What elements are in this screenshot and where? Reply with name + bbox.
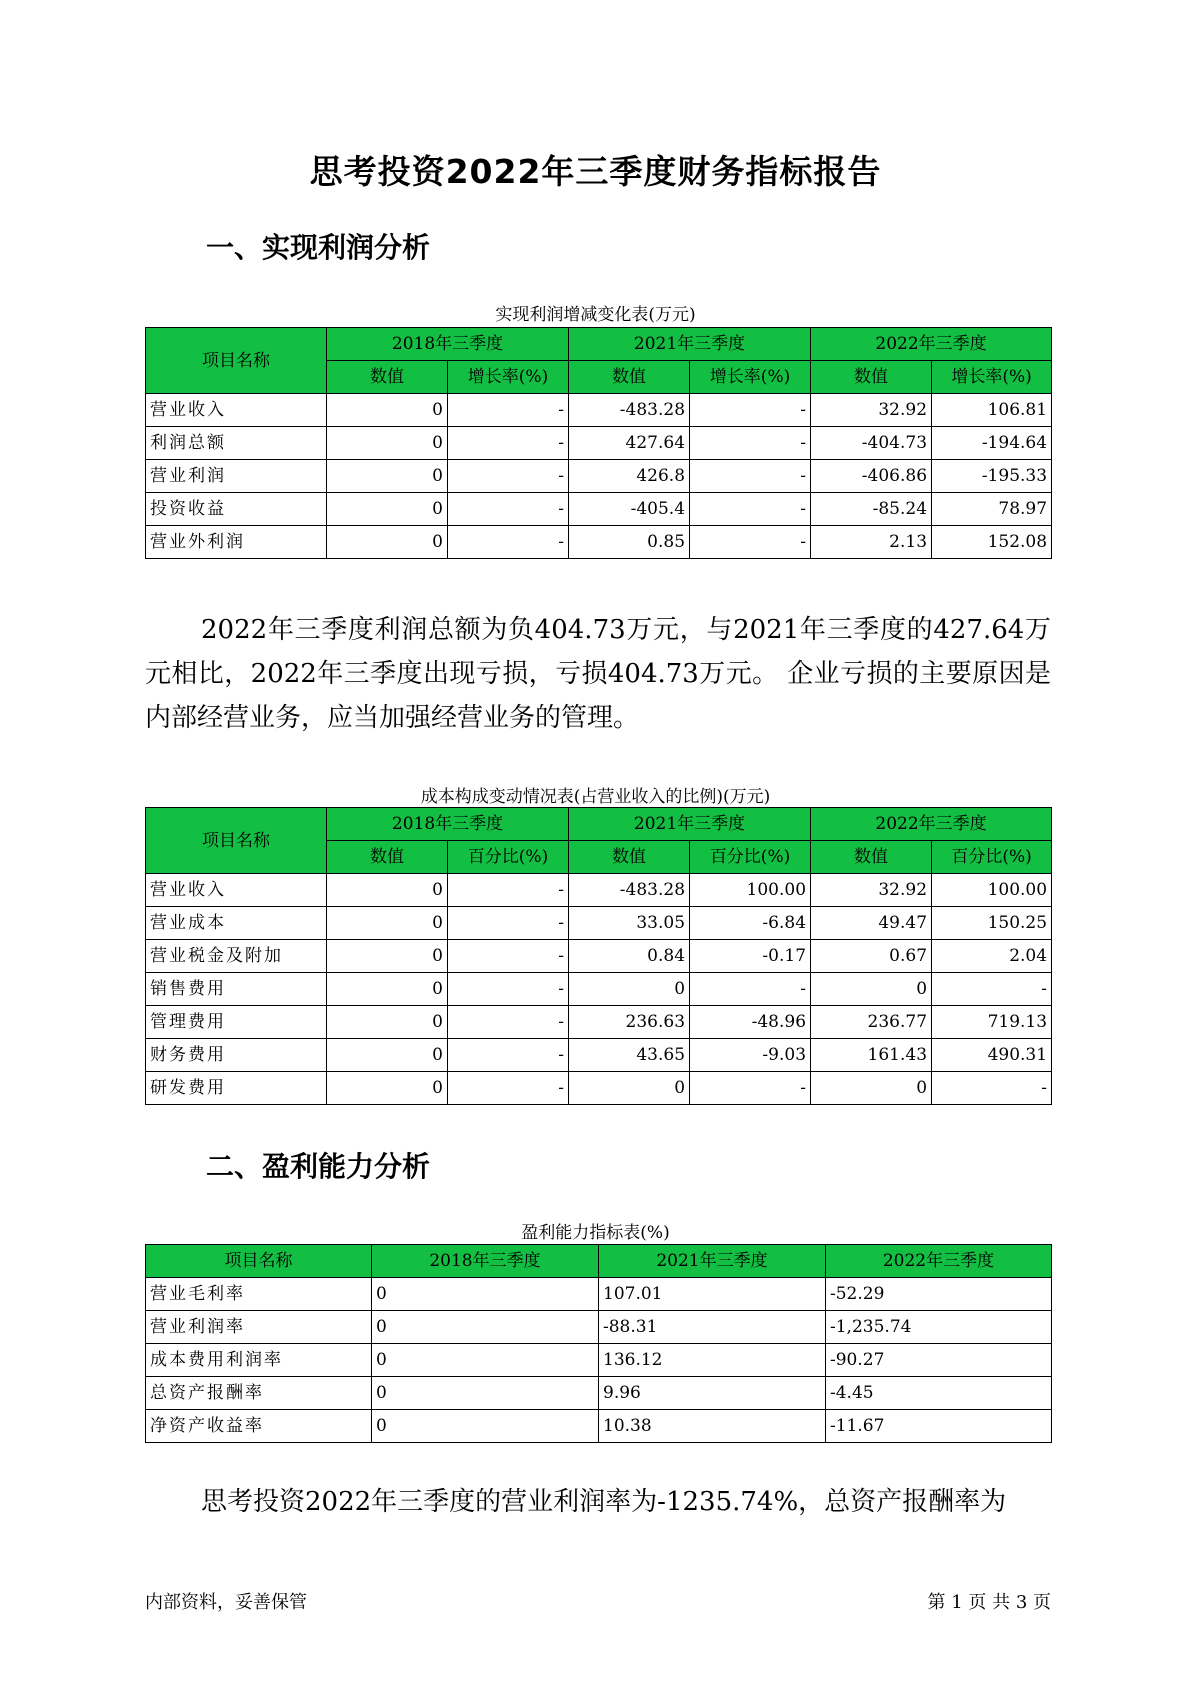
table-cell: 32.92 <box>811 394 932 427</box>
table-cell: - <box>448 526 569 559</box>
page-title: 思考投资2022年三季度财务指标报告 <box>309 152 882 191</box>
table-cell: 719.13 <box>932 1006 1052 1039</box>
header-value: 数值 <box>569 841 690 874</box>
table-cell: -88.31 <box>599 1311 826 1344</box>
row-label: 财务费用 <box>146 1039 327 1072</box>
table-cell: 0 <box>327 1072 448 1105</box>
table-cell: 426.8 <box>569 460 690 493</box>
table-cell: - <box>932 1072 1052 1105</box>
table-cell: 0 <box>569 1072 690 1105</box>
row-label: 营业毛利率 <box>146 1278 372 1311</box>
table-cell: 236.63 <box>569 1006 690 1039</box>
table-cell: 0 <box>372 1344 599 1377</box>
header-percentage: 百分比(%) <box>448 841 569 874</box>
table-cell: 0 <box>372 1377 599 1410</box>
row-label: 投资收益 <box>146 493 327 526</box>
table-cell: -85.24 <box>811 493 932 526</box>
table-cell: 0 <box>327 493 448 526</box>
table-row <box>146 1377 1052 1410</box>
table-cell: 0 <box>327 394 448 427</box>
section-heading-profit: 一、实现利润分析 <box>206 231 431 264</box>
header-growth-rate: 增长率(%) <box>448 361 569 394</box>
table-row <box>146 1039 1052 1072</box>
header-period: 2022年三季度 <box>826 1245 1052 1278</box>
table-cell: 0.84 <box>569 940 690 973</box>
table-cell: -483.28 <box>569 874 690 907</box>
header-item-name: 项目名称 <box>146 808 327 874</box>
cost-structure-table <box>145 807 1052 1105</box>
profit-change-rows <box>146 394 1052 559</box>
table-cell: - <box>448 907 569 940</box>
table-cell: -405.4 <box>569 493 690 526</box>
header-period: 2018年三季度 <box>372 1245 599 1278</box>
table-row <box>146 493 1052 526</box>
table-cell: 0.67 <box>811 940 932 973</box>
table-row <box>146 394 1052 427</box>
table-cell: 0 <box>327 1006 448 1039</box>
table-cell: -6.84 <box>690 907 811 940</box>
table-row <box>146 460 1052 493</box>
row-label: 研发费用 <box>146 1072 327 1105</box>
table-cell: -52.29 <box>826 1278 1052 1311</box>
row-label: 营业收入 <box>146 874 327 907</box>
table-cell: -195.33 <box>932 460 1052 493</box>
table-cell: - <box>690 526 811 559</box>
row-label: 营业利润 <box>146 460 327 493</box>
table-cell: 0 <box>327 874 448 907</box>
table-cell: -9.03 <box>690 1039 811 1072</box>
table-row <box>146 874 1052 907</box>
row-label: 营业利润率 <box>146 1311 372 1344</box>
table-row <box>146 940 1052 973</box>
table-cell: 0 <box>327 460 448 493</box>
table-row <box>146 1410 1052 1443</box>
table-cell: - <box>448 493 569 526</box>
table-cell: -1,235.74 <box>826 1311 1052 1344</box>
table-cell: 43.65 <box>569 1039 690 1072</box>
table-cell: -4.45 <box>826 1377 1052 1410</box>
table-cell: -406.86 <box>811 460 932 493</box>
table-cell: - <box>690 427 811 460</box>
table-row <box>146 1311 1052 1344</box>
row-label: 营业税金及附加 <box>146 940 327 973</box>
row-label: 净资产收益率 <box>146 1410 372 1443</box>
table-cell: - <box>448 1039 569 1072</box>
table-row <box>146 427 1052 460</box>
table-cell: 78.97 <box>932 493 1052 526</box>
table-cell: -48.96 <box>690 1006 811 1039</box>
table-cell: -0.17 <box>690 940 811 973</box>
table-cell: 2.04 <box>932 940 1052 973</box>
table-cell: 0 <box>327 1039 448 1072</box>
profit-change-table <box>145 327 1052 559</box>
table-cell: 0 <box>372 1410 599 1443</box>
header-growth-rate: 增长率(%) <box>690 361 811 394</box>
cost-structure-rows <box>146 874 1052 1105</box>
table-cell: 136.12 <box>599 1344 826 1377</box>
table-row <box>146 973 1052 1006</box>
table-cell: 0 <box>372 1311 599 1344</box>
header-value: 数值 <box>569 361 690 394</box>
table-cell: 0 <box>811 1072 932 1105</box>
header-period: 2021年三季度 <box>599 1245 826 1278</box>
row-label: 成本费用利润率 <box>146 1344 372 1377</box>
table-cell: -11.67 <box>826 1410 1052 1443</box>
table-cell: 0 <box>327 907 448 940</box>
table-row <box>146 526 1052 559</box>
header-growth-rate: 增长率(%) <box>932 361 1052 394</box>
table-cell: - <box>690 493 811 526</box>
header-period: 2021年三季度 <box>569 328 811 361</box>
table-cell: 161.43 <box>811 1039 932 1072</box>
table-cell: - <box>690 1072 811 1105</box>
table-cell: 0.85 <box>569 526 690 559</box>
table-cell: - <box>932 973 1052 1006</box>
row-label: 销售费用 <box>146 973 327 1006</box>
header-item-name: 项目名称 <box>146 328 327 394</box>
header-value: 数值 <box>327 841 448 874</box>
table-row <box>146 1072 1052 1105</box>
header-period: 2018年三季度 <box>327 808 569 841</box>
header-period: 2022年三季度 <box>811 328 1052 361</box>
header-period: 2021年三季度 <box>569 808 811 841</box>
page-number: 第 1 页 共 3 页 <box>927 1592 1051 1613</box>
table-cell: 49.47 <box>811 907 932 940</box>
profitability-rows <box>146 1278 1052 1443</box>
table-cell: 0 <box>327 526 448 559</box>
table-row <box>146 907 1052 940</box>
header-value: 数值 <box>327 361 448 394</box>
profitability-paragraph: 思考投资2022年三季度的营业利润率为-1235.74%，总资产报酬率为 <box>201 1487 1007 1517</box>
table-cell: 107.01 <box>599 1278 826 1311</box>
table-cell: 490.31 <box>932 1039 1052 1072</box>
row-label: 营业收入 <box>146 394 327 427</box>
table-cell: 427.64 <box>569 427 690 460</box>
table-cell: - <box>690 460 811 493</box>
table-cell: 10.38 <box>599 1410 826 1443</box>
table-cell: - <box>448 874 569 907</box>
header-percentage: 百分比(%) <box>932 841 1052 874</box>
table-cell: 236.77 <box>811 1006 932 1039</box>
header-value: 数值 <box>811 841 932 874</box>
table-cell: 2.13 <box>811 526 932 559</box>
header-value: 数值 <box>811 361 932 394</box>
table-row <box>146 1344 1052 1377</box>
table-cell: 150.25 <box>932 907 1052 940</box>
table-cell: -194.64 <box>932 427 1052 460</box>
table-cell: -404.73 <box>811 427 932 460</box>
table-cell: 9.96 <box>599 1377 826 1410</box>
section-heading-profitability: 二、盈利能力分析 <box>206 1150 431 1183</box>
table2-caption: 成本构成变动情况表(占营业收入的比例)(万元) <box>420 787 771 807</box>
table-cell: 0 <box>569 973 690 1006</box>
table-cell: - <box>448 940 569 973</box>
table-cell: - <box>448 1072 569 1105</box>
row-label: 营业成本 <box>146 907 327 940</box>
table3-caption: 盈利能力指标表(%) <box>521 1223 670 1243</box>
table-cell: - <box>448 394 569 427</box>
confidential-note: 内部资料，妥善保管 <box>145 1592 307 1613</box>
header-period: 2022年三季度 <box>811 808 1052 841</box>
table-cell: 0 <box>327 973 448 1006</box>
row-label: 利润总额 <box>146 427 327 460</box>
table-cell: - <box>448 427 569 460</box>
table-cell: - <box>448 973 569 1006</box>
table-cell: 106.81 <box>932 394 1052 427</box>
table-row <box>146 1006 1052 1039</box>
table-cell: 152.08 <box>932 526 1052 559</box>
table-cell: - <box>448 1006 569 1039</box>
table-cell: 33.05 <box>569 907 690 940</box>
table1-caption: 实现利润增减变化表(万元) <box>495 305 696 325</box>
table-cell: 0 <box>372 1278 599 1311</box>
table-cell: 100.00 <box>932 874 1052 907</box>
table-cell: 0 <box>327 940 448 973</box>
header-period: 2018年三季度 <box>327 328 569 361</box>
table-cell: - <box>690 973 811 1006</box>
table-cell: -483.28 <box>569 394 690 427</box>
table-cell: 32.92 <box>811 874 932 907</box>
profit-analysis-paragraph: 2022年三季度利润总额为负404.73万元，与2021年三季度的427.64万元相比，2022年三季度出现亏损，亏损404.73万元。 企业亏损的主要原因是内部经营业务，应当加强经营业务的管理。 <box>145 615 1051 733</box>
row-label: 总资产报酬率 <box>146 1377 372 1410</box>
header-item-name: 项目名称 <box>146 1245 372 1278</box>
table-cell: -90.27 <box>826 1344 1052 1377</box>
table-cell: 0 <box>811 973 932 1006</box>
table-cell: 0 <box>327 427 448 460</box>
table-cell: 100.00 <box>690 874 811 907</box>
header-percentage: 百分比(%) <box>690 841 811 874</box>
profitability-table <box>145 1244 1052 1443</box>
table-cell: - <box>448 460 569 493</box>
table-row <box>146 1278 1052 1311</box>
row-label: 管理费用 <box>146 1006 327 1039</box>
row-label: 营业外利润 <box>146 526 327 559</box>
table-cell: - <box>690 394 811 427</box>
